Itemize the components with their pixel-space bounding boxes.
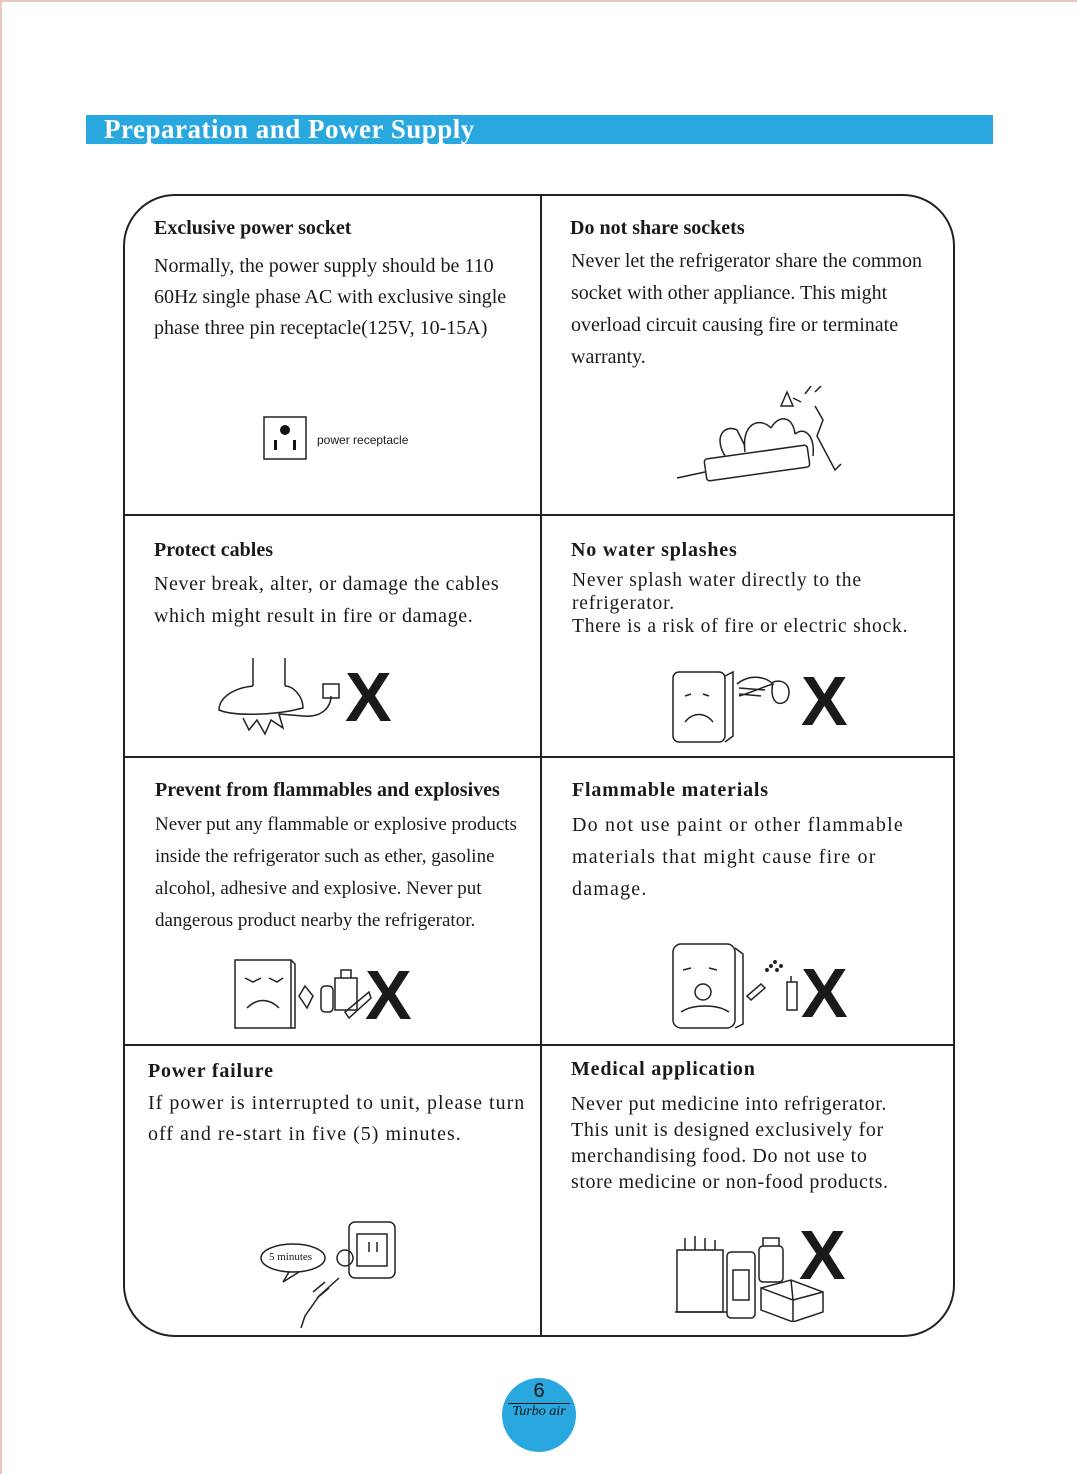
body-line: off and re-start in five (5) minutes. <box>148 1123 462 1145</box>
power-receptacle-icon <box>263 416 307 460</box>
page-edge-left <box>0 0 2 1474</box>
grid-divider-row-3 <box>125 1044 955 1046</box>
page-edge-top <box>0 0 1077 2</box>
section-title-flammable-materials: Flammable materials <box>572 779 769 801</box>
section-body-flammable-materials <box>572 809 904 905</box>
body-line: alcohol, adhesive and explosive. Never put <box>155 878 482 899</box>
body-line: overload circuit causing fire or terminate <box>571 314 899 336</box>
body-line: refrigerator. <box>572 593 675 614</box>
body-line: Never let the refrigerator share the common <box>571 250 922 272</box>
power-strip-overload-icon <box>675 386 847 486</box>
section-title-do-not-share-sockets: Do not share sockets <box>570 217 745 239</box>
x-mark: X <box>345 658 392 736</box>
body-line: There is a risk of fire or electric shock. <box>572 616 909 637</box>
section-body-medical-application <box>571 1091 889 1195</box>
page-title: Preparation and Power Supply <box>104 114 475 144</box>
body-line: Never break, alter, or damage the cables <box>154 573 500 595</box>
x-mark: X <box>365 956 412 1034</box>
section-title-protect-cables: Protect cables <box>154 539 274 561</box>
section-body-power-failure <box>148 1088 525 1150</box>
grid-divider-vertical <box>540 196 542 1337</box>
body-line: inside the refrigerator such as ether, gasoline <box>155 846 495 867</box>
body-line: If power is interrupted to unit, please turn <box>148 1092 526 1114</box>
body-line: Do not use paint or other flammable <box>572 814 904 836</box>
page-number: 6 <box>533 1380 545 1402</box>
body-line: socket with other appliance. This might <box>571 282 888 304</box>
x-mark: X <box>799 1216 846 1294</box>
five-minutes-label: 5 minutes <box>269 1251 313 1263</box>
section-title-flammables-explosives: Prevent from flammables and explosives <box>155 779 500 801</box>
page-number-badge <box>502 1378 576 1452</box>
body-line: damage. <box>572 878 648 900</box>
section-banner <box>86 115 993 144</box>
body-line: materials that might cause fire or <box>572 846 877 868</box>
body-line: Normally, the power supply should be 110 <box>154 255 494 277</box>
section-body-no-water-splashes <box>572 569 908 638</box>
section-title-medical-application: Medical application <box>571 1058 756 1080</box>
body-line: Never put medicine into refrigerator. <box>571 1093 887 1115</box>
body-line: warranty. <box>571 346 646 368</box>
instruction-grid <box>123 194 955 1337</box>
body-line: dangerous product nearby the refrigerator. <box>155 910 476 931</box>
section-title-exclusive-power-socket: Exclusive power socket <box>154 217 352 239</box>
section-body-protect-cables <box>154 568 499 632</box>
section-title-no-water-splashes: No water splashes <box>571 539 738 561</box>
x-mark: X <box>801 662 848 740</box>
grid-divider-row-2 <box>125 756 955 758</box>
body-line: Never put any flammable or explosive products <box>155 814 517 835</box>
body-line: which might result in fire or damage. <box>154 605 474 627</box>
grid-divider-row-1 <box>125 514 955 516</box>
section-title-power-failure: Power failure <box>148 1060 274 1082</box>
body-line: This unit is designed exclusively for <box>571 1119 884 1141</box>
flammable-products-icon <box>233 956 373 1032</box>
unplug-and-wait-icon <box>259 1218 401 1330</box>
section-body-flammables-explosives <box>155 809 517 937</box>
stepping-on-cable-icon <box>213 656 353 746</box>
brand-logo-text: Turbo air <box>512 1404 566 1419</box>
water-splash-refrigerator-icon <box>669 666 799 746</box>
body-line: store medicine or non-food products. <box>571 1171 889 1193</box>
body-line: 60Hz single phase AC with exclusive single <box>154 286 507 308</box>
x-mark: X <box>801 954 848 1032</box>
body-line: Never splash water directly to the <box>572 570 862 591</box>
receptacle-label: power receptacle <box>317 433 409 447</box>
body-line: merchandising food. Do not use to <box>571 1145 868 1167</box>
spray-can-refrigerator-icon <box>669 940 799 1032</box>
section-body-do-not-share-sockets <box>571 245 922 373</box>
section-body-exclusive-power-socket <box>154 251 506 344</box>
body-line: phase three pin receptacle(125V, 10-15A) <box>154 317 488 339</box>
